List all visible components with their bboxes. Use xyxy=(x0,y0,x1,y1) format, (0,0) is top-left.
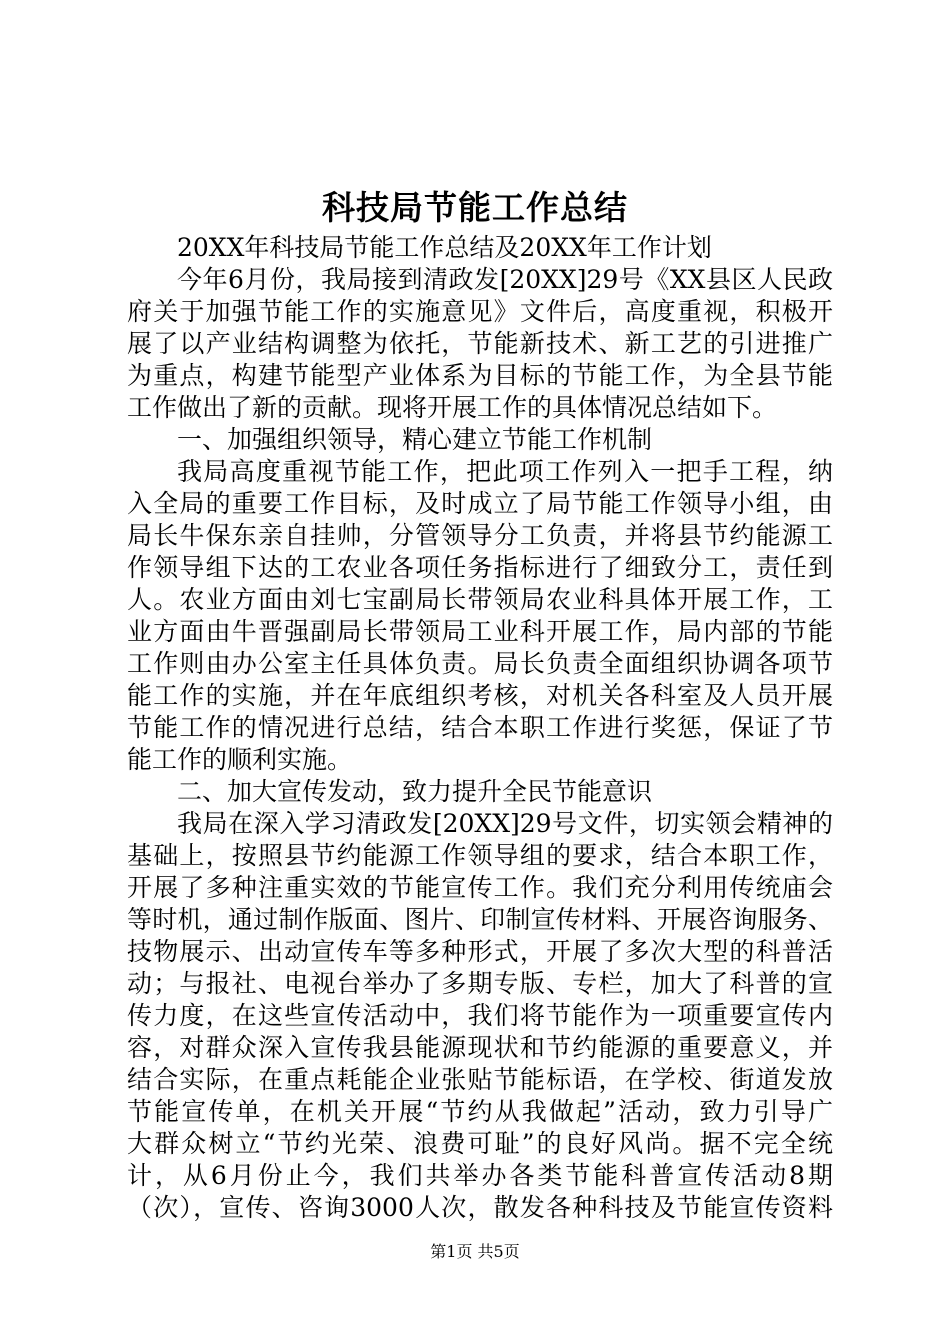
paragraph-line: 为重点，构建节能型产业体系为目标的节能工作，为全县节能 xyxy=(127,361,833,390)
subtitle-line: 20XX年科技局节能工作总结及20XX年工作计划 xyxy=(177,233,712,262)
paragraph-line: 等时机，通过制作版面、图片、印制宣传材料、开展咨询服务、 xyxy=(127,905,833,934)
paragraph-line: 工作做出了新的贡献。现将开展工作的具体情况总结如下。 xyxy=(127,393,778,422)
paragraph-line: 作领导组下达的工农业各项任务指标进行了细致分工，责任到 xyxy=(127,553,833,582)
paragraph-line: 节能工作的情况进行总结，结合本职工作进行奖惩，保证了节 xyxy=(127,713,833,742)
paragraph-line: 今年6月份，我局接到清政发[20XX]29号《XX县区人民政 xyxy=(177,265,833,294)
page-number: 第1页 共5页 xyxy=(430,1242,520,1261)
paragraph-line: 计，从6月份止今，我们共举办各类节能科普宣传活动8期 xyxy=(127,1161,833,1190)
paragraph-line: 我局高度重视节能工作，把此项工作列入一把手工程，纳 xyxy=(177,457,833,486)
paragraph-line: 入全局的重要工作目标，及时成立了局节能工作领导小组，由 xyxy=(127,489,833,518)
paragraph-line: 业方面由牛晋强副局长带领局工业科开展工作，局内部的节能 xyxy=(127,617,833,646)
paragraph-line: 动；与报社、电视台举办了多期专版、专栏，加大了科普的宣 xyxy=(127,969,833,998)
document-title: 科技局节能工作总结 xyxy=(322,188,628,227)
paragraph-line: 能工作的实施，并在年底组织考核，对机关各科室及人员开展 xyxy=(127,681,833,710)
document-body xyxy=(127,232,833,1224)
paragraph-line: 人。农业方面由刘七宝副局长带领局农业科具体开展工作，工 xyxy=(127,585,833,614)
paragraph-line: 展了以产业结构调整为依托，节能新技术、新工艺的引进推广 xyxy=(127,329,833,358)
paragraph-line: 结合实际，在重点耗能企业张贴节能标语，在学校、街道发放 xyxy=(127,1065,833,1094)
paragraph-line: 容，对群众深入宣传我县能源现状和节约能源的重要意义，并 xyxy=(127,1033,833,1062)
paragraph-line: 府关于加强节能工作的实施意见》文件后，高度重视，积极开 xyxy=(127,297,833,326)
paragraph-line: 工作则由办公室主任具体负责。局长负责全面组织协调各项节 xyxy=(127,649,833,678)
paragraph-line: 开展了多种注重实效的节能宣传工作。我们充分利用传统庙会 xyxy=(127,873,833,902)
paragraph-line: 节能宣传单，在机关开展“节约从我做起”活动，致力引导广 xyxy=(127,1097,833,1126)
paragraph-line: 传力度，在这些宣传活动中，我们将节能作为一项重要宣传内 xyxy=(127,1001,833,1030)
paragraph-line: 局长牛保东亲自挂帅，分管领导分工负责，并将县节约能源工 xyxy=(127,521,833,550)
section-heading: 一、加强组织领导，精心建立节能工作机制 xyxy=(177,425,653,454)
paragraph-line: 能工作的顺利实施。 xyxy=(127,745,353,774)
paragraph-line: 我局在深入学习清政发[20XX]29号文件，切实领会精神的 xyxy=(177,809,833,838)
paragraph-line: 大群众树立“节约光荣、浪费可耻”的良好风尚。据不完全统 xyxy=(127,1129,833,1158)
paragraph-line: （次），宣传、咨询3000人次，散发各种科技及节能宣传资料 xyxy=(127,1193,833,1222)
section-heading: 二、加大宣传发动，致力提升全民节能意识 xyxy=(177,777,653,806)
paragraph-line: 基础上，按照县节约能源工作领导组的要求，结合本职工作， xyxy=(127,841,833,870)
paragraph-line: 技物展示、出动宣传车等多种形式，开展了多次大型的科普活 xyxy=(127,937,833,966)
